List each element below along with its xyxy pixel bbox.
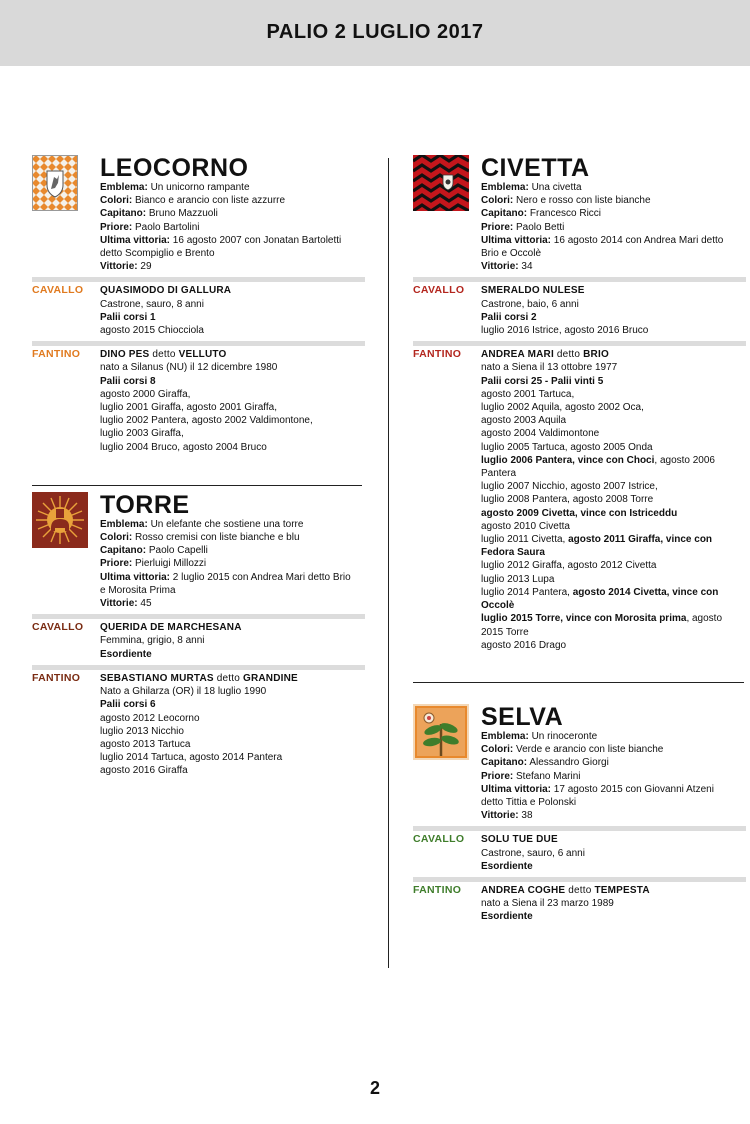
contrada-selva	[413, 704, 746, 924]
history-line: Occolè	[481, 600, 515, 612]
priore-line: Priore: Paolo Betti	[481, 221, 565, 233]
cavallo-row	[413, 282, 746, 337]
text-line: agosto 2000 Giraffa,	[100, 388, 191, 400]
page-number: 2	[369, 1078, 380, 1098]
text-line: Castrone, sauro, 6 anni	[481, 847, 585, 859]
text-line: luglio 2001 Giraffa, agosto 2001 Giraffa,	[100, 402, 277, 414]
jockey-details	[481, 897, 746, 910]
history-line: luglio 2013 Lupa	[481, 573, 555, 585]
text-line: agosto 2012 Leocorno	[100, 712, 200, 724]
fantino-label: FANTINO	[413, 883, 462, 896]
cavallo-label: CAVALLO	[413, 833, 465, 846]
fantino-label: FANTINO	[413, 348, 462, 361]
colori-line: Colori: Rosso cremisi con liste bianche e blu	[100, 532, 300, 544]
jockey-details	[481, 361, 746, 374]
horse-palii: Palii corsi 2	[481, 311, 537, 323]
text-line: agosto 2016 Giraffa	[100, 765, 188, 777]
fantino-label: FANTINO	[32, 671, 81, 684]
text-line: luglio 2002 Pantera, agosto 2002 Valdimontone,	[100, 415, 313, 427]
emblema-line: Emblema: Un unicorno rampante	[100, 182, 250, 193]
horse-name: QUASIMODO DI GALLURA	[100, 285, 232, 297]
ultima-vittoria-line-2: detto Tittia e Polonski	[481, 796, 577, 808]
jockey-palii: Esordiente	[481, 911, 533, 923]
cavallo-row	[32, 282, 365, 337]
ultima-vittoria-line-2: detto Scompiglio e Brento	[100, 248, 215, 260]
jockey-history	[481, 388, 746, 652]
horse-name: QUERIDA DE MARCHESANA	[100, 622, 242, 634]
horse-name: SOLU TUE DUE	[481, 834, 558, 846]
jockey-history	[100, 388, 365, 454]
horse-details	[481, 847, 746, 860]
fantino-row	[413, 882, 746, 924]
jockey-palii: Palii corsi 6	[100, 699, 156, 711]
jockey-name: ANDREA MARI detto BRIO	[481, 349, 609, 361]
unicorn-shield-icon	[32, 155, 78, 211]
cavallo-label: CAVALLO	[32, 284, 84, 297]
vittorie-line: Vittorie: 45	[100, 598, 152, 610]
elephant-tower-emblem-icon	[32, 492, 88, 548]
jockey-name: ANDREA COGHE detto TEMPESTA	[481, 884, 650, 896]
ultima-vittoria-line: Ultima vittoria: 2 luglio 2015 con Andrea Mari detto Brio	[100, 571, 351, 583]
emblema-line: Emblema: Una civetta	[481, 182, 582, 193]
history-line: agosto 2003 Aquila	[481, 415, 567, 427]
capitano-line: Capitano: Francesco Ricci	[481, 208, 602, 220]
text-line: Castrone, sauro, 8 anni	[100, 298, 204, 310]
capitano-line: Capitano: Paolo Capelli	[100, 545, 208, 557]
jockey-palii: Palii corsi 25 - Palii vinti 5	[481, 375, 604, 387]
history-line: luglio 2002 Aquila, agosto 2002 Oca,	[481, 402, 644, 414]
history-line: Fedora Saura	[481, 547, 545, 559]
history-line: luglio 2011 Civetta, agosto 2011 Giraffa, vince con	[481, 534, 713, 546]
history-line: agosto 2016 Drago	[481, 639, 567, 651]
contrada-leocorno	[32, 155, 365, 454]
jockey-details	[100, 685, 365, 698]
contrada-name: LEOCORNO	[100, 154, 249, 182]
colori-line: Colori: Nero e rosso con liste bianche	[481, 195, 651, 207]
colori-line: Colori: Bianco e arancio con liste azzurre	[100, 195, 286, 207]
capitano-line: Capitano: Bruno Mazzuoli	[100, 208, 218, 220]
contrada-name: SELVA	[481, 702, 564, 731]
ultima-vittoria-line-2: Brio e Occolè	[481, 248, 542, 260]
horse-history	[481, 324, 746, 337]
fantino-label: FANTINO	[32, 348, 81, 361]
page-header	[0, 0, 750, 66]
cavallo-label: CAVALLO	[413, 284, 465, 297]
text-line: luglio 2004 Bruco, agosto 2004 Bruco	[100, 441, 267, 453]
contrada-name: TORRE	[100, 490, 190, 519]
history-line: agosto 2009 Civetta, vince con Istriceddu	[481, 507, 678, 519]
ultima-vittoria-line: Ultima vittoria: 17 agosto 2015 con Giovanni Atzeni	[481, 783, 714, 795]
horse-palii: Esordiente	[100, 648, 152, 660]
history-line: Pantera	[481, 468, 517, 480]
horse-history	[100, 324, 365, 337]
history-line: agosto 2001 Tartuca,	[481, 388, 575, 400]
contrada-torre	[32, 492, 365, 778]
text-line: nato a Siena il 13 ottobre 1977	[481, 362, 618, 374]
horse-details	[100, 298, 365, 311]
priore-line: Priore: Pierluigi Millozzi	[100, 558, 207, 570]
text-line: Femmina, grigio, 8 anni	[100, 635, 205, 647]
history-line: luglio 2006 Pantera, vince con Choci, agosto 2006	[481, 454, 715, 466]
jockey-name: DINO PES detto VELLUTO	[100, 349, 227, 361]
cavallo-label: CAVALLO	[32, 621, 84, 634]
history-line: agosto 2010 Civetta	[481, 520, 570, 532]
text-line: nato a Silanus (NU) il 12 dicembre 1980	[100, 362, 278, 374]
fantino-row	[32, 346, 365, 454]
contrada-civetta	[413, 155, 746, 652]
horse-details	[481, 298, 746, 311]
history-line: luglio 2007 Nicchio, agosto 2007 Istrice,	[481, 481, 658, 493]
history-line: luglio 2008 Pantera, agosto 2008 Torre	[481, 494, 654, 506]
text-line: nato a Siena il 23 marzo 1989	[481, 898, 614, 910]
fantino-row	[413, 346, 746, 652]
vittorie-line: Vittorie: 38	[481, 810, 533, 822]
history-line: luglio 2014 Pantera, agosto 2014 Civetta, vince con	[481, 586, 719, 598]
rhino-tree-stamp-icon	[413, 704, 469, 760]
history-line: luglio 2015 Torre, vince con Morosita prima, agosto	[481, 613, 723, 625]
jockey-name: SEBASTIANO MURTAS detto GRANDINE	[100, 672, 298, 684]
emblema-line: Emblema: Un elefante che sostiene una torre	[100, 518, 304, 530]
cavallo-row	[413, 831, 746, 873]
contrada-divider	[32, 485, 362, 486]
text-line: Castrone, baio, 6 anni	[481, 298, 579, 310]
horse-details	[100, 634, 365, 647]
priore-line: Priore: Stefano Marini	[481, 770, 581, 782]
horse-name: SMERALDO NULESE	[481, 285, 585, 297]
jockey-details	[100, 361, 365, 374]
page-title: PALIO 2 LUGLIO 2017	[266, 21, 484, 44]
capitano-line: Capitano: Alessandro Giorgi	[481, 757, 609, 769]
history-line: agosto 2004 Valdimontone	[481, 428, 600, 440]
emblema-line: Emblema: Un rinoceronte	[481, 730, 598, 742]
ultima-vittoria-line-2: e Morosita Prima	[100, 584, 176, 596]
history-line: 2015 Torre	[481, 626, 529, 638]
text-line: luglio 2014 Tartuca, agosto 2014 Pantera	[100, 752, 283, 764]
vittorie-line: Vittorie: 29	[100, 261, 152, 273]
history-line: luglio 2005 Tartuca, agosto 2005 Onda	[481, 441, 653, 453]
fantino-row	[32, 670, 365, 778]
cavallo-row	[32, 619, 365, 661]
owl-emblem-icon	[413, 155, 469, 211]
horse-palii: Esordiente	[481, 860, 533, 872]
text-line: luglio 2013 Nicchio	[100, 725, 184, 737]
left-column	[32, 155, 365, 778]
jockey-history	[100, 712, 365, 778]
ultima-vittoria-line: Ultima vittoria: 16 agosto 2007 con Jonatan Bartoletti	[100, 234, 342, 246]
priore-line: Priore: Paolo Bartolini	[100, 221, 200, 233]
history-line: luglio 2012 Giraffa, agosto 2012 Civetta	[481, 560, 657, 572]
right-column	[413, 155, 746, 924]
column-divider	[388, 158, 389, 968]
contrada-divider	[413, 682, 744, 683]
contrada-name: CIVETTA	[481, 154, 590, 182]
text-line: Nato a Ghilarza (OR) il 18 luglio 1990	[100, 686, 267, 698]
colori-line: Colori: Verde e arancio con liste bianche	[481, 744, 664, 756]
text-line: agosto 2015 Chiocciola	[100, 325, 204, 337]
text-line: agosto 2013 Tartuca	[100, 738, 191, 750]
ultima-vittoria-line: Ultima vittoria: 16 agosto 2014 con Andrea Mari detto	[481, 234, 724, 246]
text-line: luglio 2003 Giraffa,	[100, 428, 184, 440]
vittorie-line: Vittorie: 34	[481, 261, 533, 273]
jockey-palii: Palii corsi 8	[100, 375, 156, 387]
text-line: luglio 2016 Istrice, agosto 2016 Bruco	[481, 325, 649, 337]
horse-palii: Palii corsi 1	[100, 311, 156, 323]
